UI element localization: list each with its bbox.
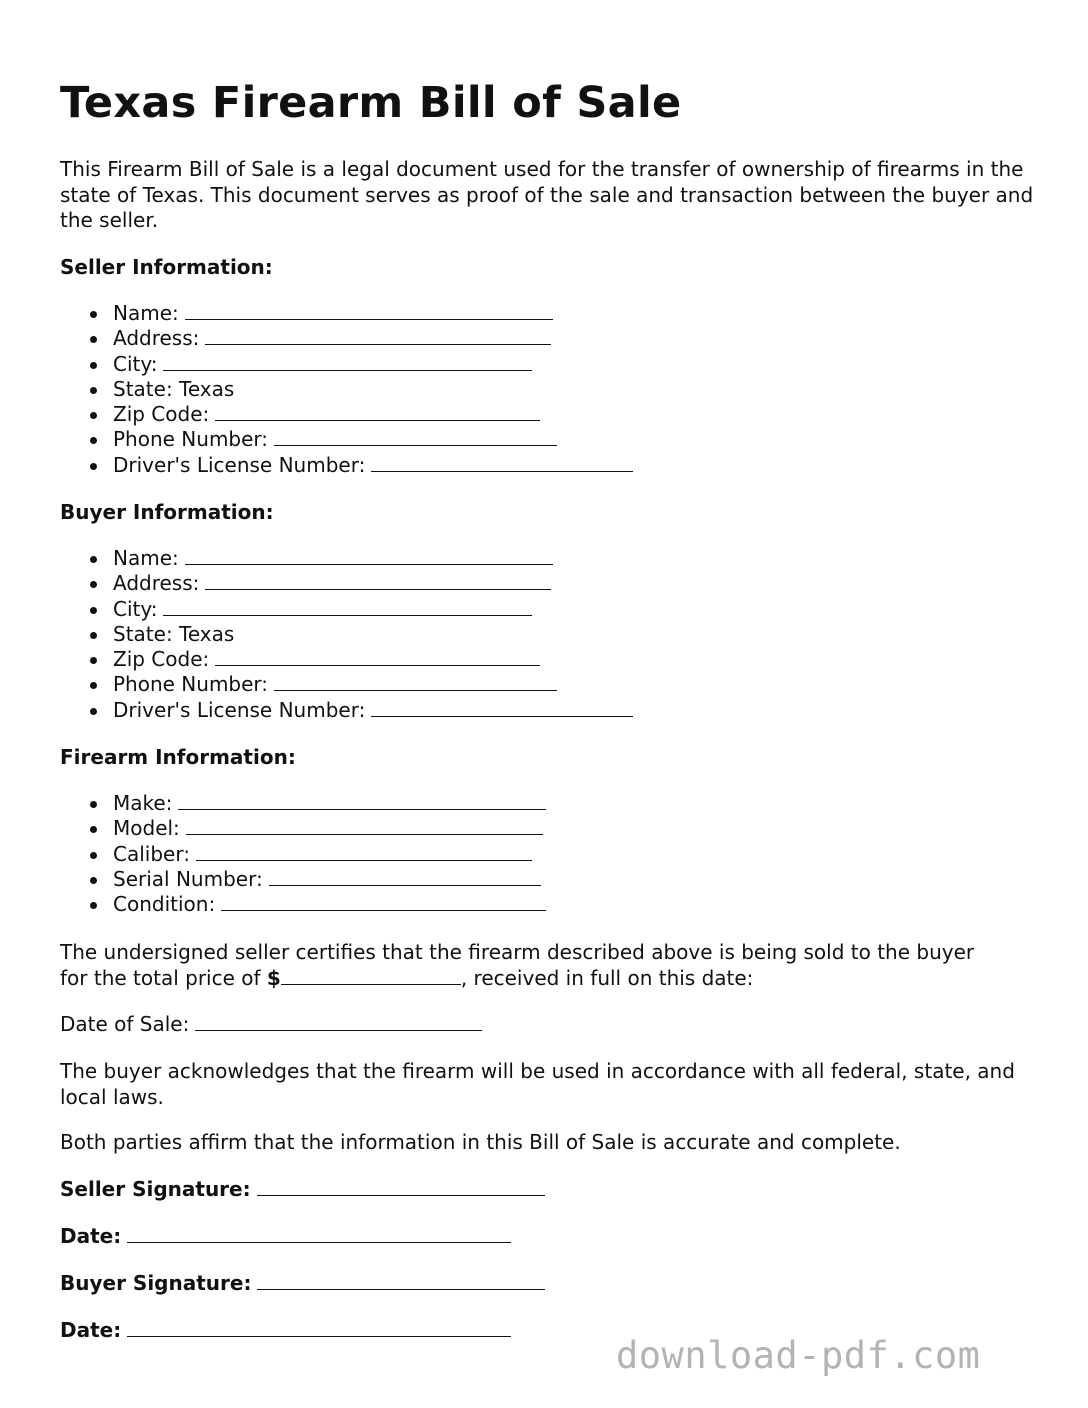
document-title: Texas Firearm Bill of Sale xyxy=(60,78,682,128)
buyer-zip-field[interactable]: Zip Code: xyxy=(60,647,633,672)
blank-line[interactable] xyxy=(127,1318,511,1337)
signature-line[interactable] xyxy=(257,1271,545,1290)
blank-line[interactable] xyxy=(215,647,540,666)
firearm-condition-field[interactable]: Condition: xyxy=(60,892,546,917)
blank-line[interactable] xyxy=(215,402,540,421)
blank-line[interactable] xyxy=(371,453,633,472)
blank-line[interactable] xyxy=(221,892,546,911)
watermark-text: download-pdf.com xyxy=(616,1334,981,1377)
buyer-state-field: State: Texas xyxy=(60,622,633,647)
seller-zip-field[interactable]: Zip Code: xyxy=(60,402,633,427)
firearm-field-list xyxy=(60,791,546,917)
currency-symbol: $ xyxy=(266,965,281,990)
seller-date-field[interactable]: Date: xyxy=(60,1224,511,1248)
seller-city-field[interactable]: City: xyxy=(60,352,633,377)
acknowledgement-paragraph: The buyer acknowledges that the firearm will be used in accordance with all federal, state, and local laws. xyxy=(60,1059,1015,1109)
buyer-name-field[interactable]: Name: xyxy=(60,546,633,571)
seller-signature-field[interactable]: Seller Signature: xyxy=(60,1177,545,1201)
firearm-serial-field[interactable]: Serial Number: xyxy=(60,867,546,892)
blank-line[interactable] xyxy=(186,816,543,835)
buyer-signature-field[interactable]: Buyer Signature: xyxy=(60,1271,545,1295)
intro-paragraph: This Firearm Bill of Sale is a legal document used for the transfer of ownership of firearms in the state of Texas. This document serves as proof of the sale and transaction between the buyer and the seller. xyxy=(60,157,1034,232)
blank-line[interactable] xyxy=(127,1224,511,1243)
blank-line[interactable] xyxy=(274,672,557,691)
buyer-city-field[interactable]: City: xyxy=(60,597,633,622)
price-blank-line[interactable] xyxy=(281,966,461,985)
buyer-phone-field[interactable]: Phone Number: xyxy=(60,672,633,697)
seller-field-list xyxy=(60,301,633,478)
buyer-license-field[interactable]: Driver's License Number: xyxy=(60,698,633,723)
blank-line[interactable] xyxy=(205,326,551,345)
blank-line[interactable] xyxy=(196,842,532,861)
seller-address-field[interactable]: Address: xyxy=(60,326,633,351)
seller-license-field[interactable]: Driver's License Number: xyxy=(60,453,633,478)
buyer-date-field[interactable]: Date: xyxy=(60,1318,511,1342)
blank-line[interactable] xyxy=(185,301,553,320)
blank-line[interactable] xyxy=(178,791,546,810)
buyer-heading: Buyer Information: xyxy=(60,500,274,524)
blank-line[interactable] xyxy=(185,546,553,565)
buyer-address-field[interactable]: Address: xyxy=(60,571,633,596)
blank-line[interactable] xyxy=(274,427,557,446)
firearm-make-field[interactable]: Make: xyxy=(60,791,546,816)
blank-line[interactable] xyxy=(371,698,633,717)
seller-name-field[interactable]: Name: xyxy=(60,301,633,326)
seller-phone-field[interactable]: Phone Number: xyxy=(60,427,633,452)
blank-line[interactable] xyxy=(195,1012,482,1031)
buyer-field-list xyxy=(60,546,633,723)
blank-line[interactable] xyxy=(163,597,532,616)
blank-line[interactable] xyxy=(269,867,541,886)
blank-line[interactable] xyxy=(205,571,551,590)
blank-line[interactable] xyxy=(163,352,532,371)
affirmation-paragraph: Both parties affirm that the information in this Bill of Sale is accurate and complete. xyxy=(60,1130,901,1154)
firearm-heading: Firearm Information: xyxy=(60,745,296,769)
seller-state-field: State: Texas xyxy=(60,377,633,402)
certification-paragraph: The undersigned seller certifies that the firearm described above is being sold to the buyer for the total price of $ , received in full on this date: xyxy=(60,940,975,990)
date-of-sale-field[interactable]: Date of Sale: xyxy=(60,1012,1040,1038)
firearm-caliber-field[interactable]: Caliber: xyxy=(60,842,546,867)
firearm-model-field[interactable]: Model: xyxy=(60,816,546,841)
seller-heading: Seller Information: xyxy=(60,255,273,279)
signature-line[interactable] xyxy=(257,1177,545,1196)
